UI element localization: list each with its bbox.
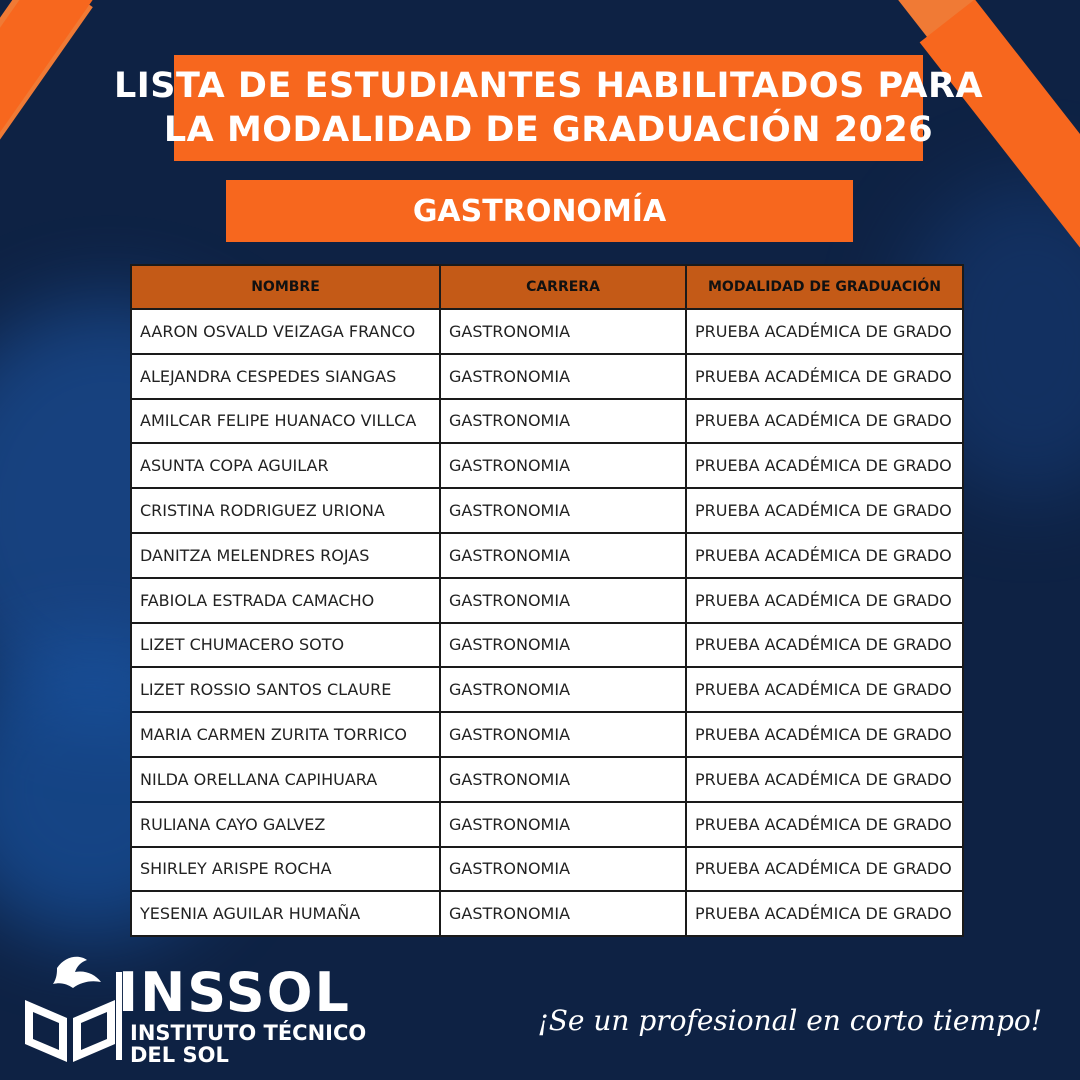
column-header-modalidad: MODALIDAD DE GRADUACIÓN: [686, 265, 963, 309]
table-row: [131, 309, 963, 354]
cell-carrera: GASTRONOMIA: [440, 802, 686, 847]
cell-carrera: GASTRONOMIA: [440, 847, 686, 892]
title-banner: [113, 55, 984, 161]
cell-nombre: LIZET CHUMACERO SOTO: [131, 623, 440, 668]
cell-nombre: ASUNTA COPA AGUILAR: [131, 443, 440, 488]
table-row: [131, 891, 963, 936]
cell-nombre: DANITZA MELENDRES ROJAS: [131, 533, 440, 578]
cell-modalidad: PRUEBA ACADÉMICA DE GRADO: [686, 667, 963, 712]
brand-subtitle-line1: INSTITUTO TÉCNICO: [130, 1021, 367, 1045]
cell-carrera: GASTRONOMIA: [440, 443, 686, 488]
page-title-line1: LISTA DE ESTUDIANTES HABILITADOS PARA: [113, 66, 984, 106]
table-row: [131, 488, 963, 533]
cell-modalidad: PRUEBA ACADÉMICA DE GRADO: [686, 443, 963, 488]
subtitle-banner: [226, 180, 853, 242]
cell-nombre: CRISTINA RODRIGUEZ URIONA: [131, 488, 440, 533]
table-row: [131, 533, 963, 578]
cell-nombre: ALEJANDRA CESPEDES SIANGAS: [131, 354, 440, 399]
cell-carrera: GASTRONOMIA: [440, 354, 686, 399]
brand-name: INSSOL: [118, 961, 351, 1024]
cell-nombre: AMILCAR FELIPE HUANACO VILLCA: [131, 399, 440, 444]
cell-carrera: GASTRONOMIA: [440, 667, 686, 712]
slogan: ¡Se un profesional en corto tiempo!: [537, 1004, 1042, 1037]
cell-modalidad: PRUEBA ACADÉMICA DE GRADO: [686, 578, 963, 623]
table-row: [131, 354, 963, 399]
cell-nombre: MARIA CARMEN ZURITA TORRICO: [131, 712, 440, 757]
cell-modalidad: PRUEBA ACADÉMICA DE GRADO: [686, 309, 963, 354]
cell-modalidad: PRUEBA ACADÉMICA DE GRADO: [686, 533, 963, 578]
cell-carrera: GASTRONOMIA: [440, 623, 686, 668]
cell-nombre: FABIOLA ESTRADA CAMACHO: [131, 578, 440, 623]
cell-carrera: GASTRONOMIA: [440, 757, 686, 802]
cell-modalidad: PRUEBA ACADÉMICA DE GRADO: [686, 488, 963, 533]
table-row: [131, 667, 963, 712]
cell-modalidad: PRUEBA ACADÉMICA DE GRADO: [686, 891, 963, 936]
cell-modalidad: PRUEBA ACADÉMICA DE GRADO: [686, 802, 963, 847]
table-row: [131, 399, 963, 444]
cell-nombre: AARON OSVALD VEIZAGA FRANCO: [131, 309, 440, 354]
page-title-line2: LA MODALIDAD DE GRADUACIÓN 2026: [163, 110, 934, 150]
cell-modalidad: PRUEBA ACADÉMICA DE GRADO: [686, 354, 963, 399]
table-row: [131, 802, 963, 847]
cell-nombre: LIZET ROSSIO SANTOS CLAURE: [131, 667, 440, 712]
table-row: [131, 443, 963, 488]
cell-nombre: RULIANA CAYO GALVEZ: [131, 802, 440, 847]
cell-modalidad: PRUEBA ACADÉMICA DE GRADO: [686, 847, 963, 892]
brand-subtitle: [130, 1022, 366, 1066]
cell-carrera: GASTRONOMIA: [440, 533, 686, 578]
cell-carrera: GASTRONOMIA: [440, 578, 686, 623]
cell-modalidad: PRUEBA ACADÉMICA DE GRADO: [686, 757, 963, 802]
table-row: [131, 623, 963, 668]
table-row: [131, 712, 963, 757]
cell-nombre: YESENIA AGUILAR HUMAÑA: [131, 891, 440, 936]
cell-nombre: NILDA ORELLANA CAPIHUARA: [131, 757, 440, 802]
cell-modalidad: PRUEBA ACADÉMICA DE GRADO: [686, 399, 963, 444]
students-table: [130, 264, 964, 937]
table-header-row: [131, 265, 963, 309]
column-header-nombre: NOMBRE: [131, 265, 440, 309]
table-row: [131, 578, 963, 623]
career-subtitle: GASTRONOMÍA: [412, 193, 667, 229]
cell-modalidad: PRUEBA ACADÉMICA DE GRADO: [686, 623, 963, 668]
cell-carrera: GASTRONOMIA: [440, 399, 686, 444]
brand-subtitle-line2: DEL SOL: [130, 1043, 229, 1067]
cell-carrera: GASTRONOMIA: [440, 891, 686, 936]
cell-nombre: SHIRLEY ARISPE ROCHA: [131, 847, 440, 892]
cell-carrera: GASTRONOMIA: [440, 488, 686, 533]
table-row: [131, 757, 963, 802]
table-row: [131, 847, 963, 892]
cell-modalidad: PRUEBA ACADÉMICA DE GRADO: [686, 712, 963, 757]
cell-carrera: GASTRONOMIA: [440, 309, 686, 354]
cell-carrera: GASTRONOMIA: [440, 712, 686, 757]
column-header-carrera: CARRERA: [440, 265, 686, 309]
